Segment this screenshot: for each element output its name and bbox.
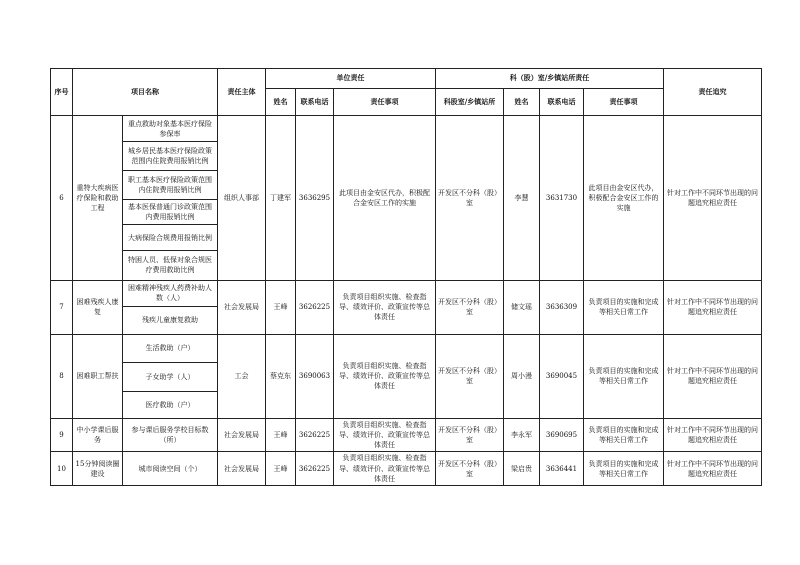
accountability: 针对工作中不同环节出现的问题追究相应责任 bbox=[664, 280, 762, 334]
sub-item: 特困人员、低保对象合规医疗费用救助比例 bbox=[123, 251, 218, 280]
table-row bbox=[51, 452, 762, 486]
header-matters: 责任事项 bbox=[334, 89, 436, 116]
dept-responsibility-matters: 负责项目的实施和完成等相关日常工作 bbox=[584, 280, 664, 334]
department: 开发区不分科（股）室 bbox=[436, 334, 504, 418]
row-number: 6 bbox=[51, 116, 73, 280]
responsible-subject: 社会发展局 bbox=[218, 452, 266, 486]
row-number: 10 bbox=[51, 452, 73, 486]
project-name: 重特大疾病医疗保险和救助工程 bbox=[73, 116, 123, 280]
dept-contact-phone: 3631730 bbox=[540, 116, 584, 280]
department: 开发区不分科（股）室 bbox=[436, 452, 504, 486]
dept-responsibility-matters: 此项目由金安区代办，积极配合金安区工作的实施 bbox=[584, 116, 664, 280]
project-name: 困难职工帮扶 bbox=[73, 334, 123, 418]
responsible-subject: 社会发展局 bbox=[218, 418, 266, 452]
sub-item: 医疗救助（户） bbox=[123, 391, 218, 418]
header-dept-responsibility: 科（股）室/乡镇站所责任 bbox=[436, 69, 664, 89]
contact-name: 王峰 bbox=[266, 452, 296, 486]
header-phone: 联系电话 bbox=[296, 89, 334, 116]
accountability: 针对工作中不同环节出现的问题追究相应责任 bbox=[664, 452, 762, 486]
sub-item: 生活救助（户） bbox=[123, 334, 218, 362]
header-project: 项目名称 bbox=[73, 69, 218, 116]
header-phone-2: 联系电话 bbox=[540, 89, 584, 116]
responsibility-table bbox=[50, 68, 762, 486]
sub-item: 职工基本医疗保险政策范围内住院费用报销比例 bbox=[123, 171, 218, 200]
contact-phone: 3626225 bbox=[296, 280, 334, 334]
contact-name: 蔡克东 bbox=[266, 334, 296, 418]
header-name-2: 姓名 bbox=[504, 89, 540, 116]
accountability: 针对工作中不同环节出现的问题追究相应责任 bbox=[664, 116, 762, 280]
dept-responsibility-matters: 负责项目的实施和完成等相关日常工作 bbox=[584, 334, 664, 418]
project-name: 中小学课后服务 bbox=[73, 418, 123, 452]
dept-responsibility-matters: 负责项目的实施和完成等相关日常工作 bbox=[584, 418, 664, 452]
dept-contact-name: 李慧 bbox=[504, 116, 540, 280]
sub-item: 困难精神残疾人药费补助人数（人） bbox=[123, 280, 218, 306]
header-unit-responsibility: 单位责任 bbox=[266, 69, 436, 89]
contact-name: 丁建军 bbox=[266, 116, 296, 280]
sub-item: 城市阅读空间（个） bbox=[123, 452, 218, 486]
responsible-subject: 组织人事部 bbox=[218, 116, 266, 280]
sub-item: 重点救助对象基本医疗保险参保率 bbox=[123, 116, 218, 142]
contact-phone: 3626225 bbox=[296, 452, 334, 486]
department: 开发区不分科（股）室 bbox=[436, 418, 504, 452]
contact-phone: 3636295 bbox=[296, 116, 334, 280]
project-name: 困难残疾人康复 bbox=[73, 280, 123, 334]
row-number: 9 bbox=[51, 418, 73, 452]
header-accountability: 责任追究 bbox=[664, 69, 762, 116]
dept-contact-phone: 3636441 bbox=[540, 452, 584, 486]
responsibility-matters: 负责项目组织实施、检查指导、绩效评价、政策宣传等总体责任 bbox=[334, 280, 436, 334]
sub-item: 基本医保普通门诊政策范围内费用报销比例 bbox=[123, 200, 218, 225]
contact-name: 王峰 bbox=[266, 418, 296, 452]
responsible-subject: 社会发展局 bbox=[218, 280, 266, 334]
dept-contact-phone: 3690045 bbox=[540, 334, 584, 418]
dept-responsibility-matters: 负责项目的实施和完成等相关日常工作 bbox=[584, 452, 664, 486]
row-number: 7 bbox=[51, 280, 73, 334]
responsibility-matters: 负责项目组织实施、检查指导、绩效评价、政策宣传等总体责任 bbox=[334, 418, 436, 452]
accountability: 针对工作中不同环节出现的问题追究相应责任 bbox=[664, 418, 762, 452]
project-name: 15分钟阅读圈建设 bbox=[73, 452, 123, 486]
responsibility-matters: 负责项目组织实施、检查指导、绩效评价、政策宣传等总体责任 bbox=[334, 334, 436, 418]
header-matters-2: 责任事项 bbox=[584, 89, 664, 116]
header-name: 姓名 bbox=[266, 89, 296, 116]
sub-item: 大病保险合规费用报销比例 bbox=[123, 225, 218, 251]
header-no: 序号 bbox=[51, 69, 73, 116]
dept-contact-phone: 3636309 bbox=[540, 280, 584, 334]
sub-item: 子女助学（人） bbox=[123, 362, 218, 391]
header-subject: 责任主体 bbox=[218, 69, 266, 116]
sub-item: 残疾儿童康复救助 bbox=[123, 306, 218, 334]
table-header-row bbox=[51, 69, 762, 89]
responsibility-matters: 此项目由金安区代办，积极配合金安区工作的实施 bbox=[334, 116, 436, 280]
department: 开发区不分科（股）室 bbox=[436, 280, 504, 334]
dept-contact-name: 梁启贵 bbox=[504, 452, 540, 486]
row-number: 8 bbox=[51, 334, 73, 418]
sub-item: 参与课后服务学校目标数（所） bbox=[123, 418, 218, 452]
table-row bbox=[51, 280, 762, 306]
responsibility-matters: 负责项目组织实施、检查指导、绩效评价、政策宣传等总体责任 bbox=[334, 452, 436, 486]
dept-contact-name: 储文瑶 bbox=[504, 280, 540, 334]
dept-contact-phone: 3690695 bbox=[540, 418, 584, 452]
sub-item: 城乡居民基本医疗保险政策范围内住院费用报销比例 bbox=[123, 142, 218, 171]
table-row bbox=[51, 334, 762, 362]
contact-phone: 3690063 bbox=[296, 334, 334, 418]
department: 开发区不分科（股）室 bbox=[436, 116, 504, 280]
contact-phone: 3626225 bbox=[296, 418, 334, 452]
table-row bbox=[51, 116, 762, 142]
responsible-subject: 工会 bbox=[218, 334, 266, 418]
contact-name: 王峰 bbox=[266, 280, 296, 334]
header-dept: 科股室/乡镇站所 bbox=[436, 89, 504, 116]
dept-contact-name: 李永军 bbox=[504, 418, 540, 452]
table-row bbox=[51, 418, 762, 452]
dept-contact-name: 周小漫 bbox=[504, 334, 540, 418]
accountability: 针对工作中不同环节出现的问题追究相应责任 bbox=[664, 334, 762, 418]
